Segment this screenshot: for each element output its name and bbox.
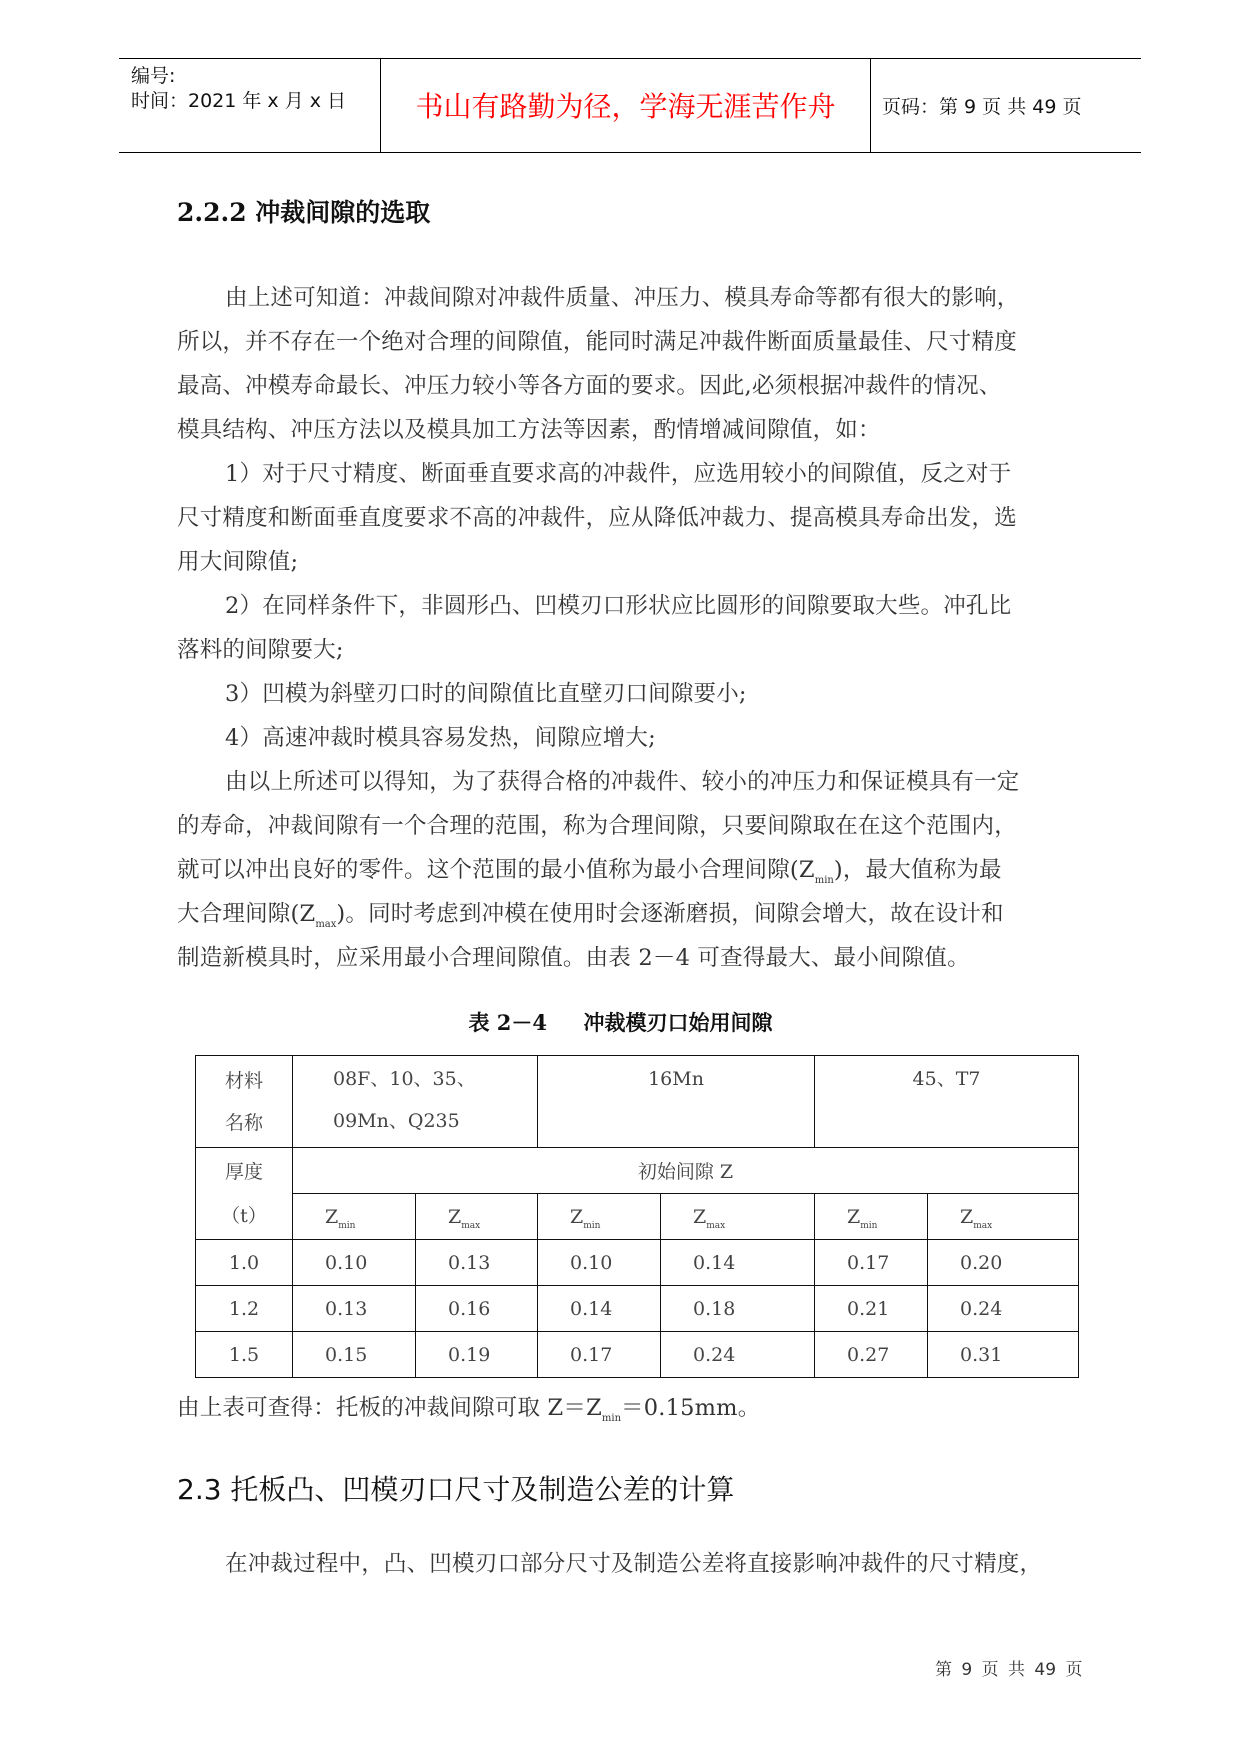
list-item-1: 1）对于尺寸精度、断面垂直要求高的冲裁件，应选用较小的间隙值，反之对于	[225, 461, 1012, 487]
value-cell: 0.17	[538, 1332, 661, 1378]
zmax-header	[661, 1194, 815, 1240]
paragraph-line: 模具结构、冲压方法以及模具加工方法等因素，酌情增减间隙值，如：	[177, 417, 881, 443]
paragraph-line: 由以上所述可以得知，为了获得合格的冲裁件、较小的冲压力和保证模具有一定	[225, 769, 1020, 795]
z-symbol: Z	[570, 1205, 584, 1228]
paragraph-line: 由上述可知道：冲裁间隙对冲裁件质量、冲压力、模具寿命等都有很大的影响，	[225, 285, 1020, 311]
header-motto: 书山有路勤为径，学海无涯苦作舟	[415, 90, 836, 123]
material-cell	[538, 1056, 815, 1148]
paragraph-line: 尺寸精度和断面垂直度要求不高的冲裁件，应从降低冲裁力、提高模具寿命出发，选	[177, 505, 1017, 531]
paragraph-line: 所以，并不存在一个绝对合理的间隙值，能同时满足冲裁件断面质量最佳、尺寸精度	[177, 329, 1017, 355]
value-cell: 0.10	[293, 1240, 416, 1286]
table-conclusion	[177, 1390, 760, 1422]
material-name-line: 16Mn	[648, 1068, 704, 1090]
list-item-4: 4）高速冲裁时模具容易发热，间隙应增大;	[225, 725, 656, 751]
material-label-line: 名称	[224, 1111, 263, 1134]
subscript-min: min	[601, 1413, 622, 1424]
text-fragment: 大合理间隙(Z	[177, 901, 316, 927]
material-label-cell	[196, 1056, 293, 1148]
paragraph-line: 的寿命，冲裁间隙有一个合理的范围，称为合理间隙，只要间隙取在在这个范围内，	[177, 813, 1017, 839]
value-cell: 0.24	[928, 1286, 1079, 1332]
paragraph-line	[177, 896, 1004, 928]
section-heading-2-2-2: 2.2.2 冲裁间隙的选取	[177, 198, 431, 227]
header-motto-cell	[380, 59, 871, 152]
page-header	[119, 58, 1141, 153]
value-cell: 0.14	[538, 1286, 661, 1332]
header-info-cell	[119, 59, 380, 152]
material-name-line: 08F、10、35、	[333, 1068, 476, 1090]
table-row	[196, 1240, 1079, 1286]
document-number-label: 编号:	[131, 65, 176, 87]
text-fragment: ＝0.15mm。	[621, 1395, 761, 1421]
clearance-label-cell: 初始间隙 Z	[293, 1148, 1079, 1194]
material-cell	[293, 1056, 538, 1148]
table-row-zminmax	[196, 1194, 1079, 1240]
value-cell: 0.13	[293, 1286, 416, 1332]
zmax-header	[928, 1194, 1079, 1240]
page-footer: 第 9 页 共 49 页	[935, 1660, 1083, 1680]
subscript-min: min	[814, 875, 834, 886]
z-symbol: Z	[847, 1205, 861, 1228]
list-item-2: 2）在同样条件下，非圆形凸、凹模刃口形状应比圆形的间隙要取大些。冲孔比	[225, 593, 1012, 619]
value-cell: 0.31	[928, 1332, 1079, 1378]
zmin-header	[293, 1194, 416, 1240]
text-fragment: )，最大值称为最	[833, 857, 1002, 883]
document-date-label: 时间：2021 年 x 月 x 日	[131, 90, 347, 112]
value-cell: 0.21	[815, 1286, 928, 1332]
thickness-label-line: 厚度	[224, 1160, 263, 1183]
value-cell: 0.16	[416, 1286, 538, 1332]
z-symbol: Z	[693, 1205, 707, 1228]
value-cell: 0.24	[661, 1332, 815, 1378]
subscript-min: min	[860, 1220, 878, 1231]
material-name-line: 09Mn、Q235	[333, 1110, 460, 1132]
table-caption: 表 2－4 冲裁模刃口始用间隙	[468, 1010, 773, 1035]
material-label-line: 材料	[224, 1069, 263, 1092]
paragraph-line: 最高、冲模寿命最长、冲压力较小等各方面的要求。因此,必须根据冲裁件的情况、	[177, 373, 1002, 399]
list-item-3: 3）凹模为斜壁刃口时的间隙值比直壁刃口间隙要小;	[225, 681, 747, 707]
value-cell: 0.27	[815, 1332, 928, 1378]
clearance-table	[195, 1055, 1079, 1378]
subscript-min: min	[583, 1220, 601, 1231]
table-row	[196, 1286, 1079, 1332]
subscript-min: min	[338, 1220, 356, 1231]
z-symbol: Z	[325, 1205, 339, 1228]
section-heading-2-3: 2.3 托板凸、凹模刃口尺寸及制造公差的计算	[177, 1473, 735, 1506]
text-fragment: 就可以冲出良好的零件。这个范围的最小值称为最小合理间隙(Z	[177, 857, 815, 883]
zmin-header	[538, 1194, 661, 1240]
header-page-number: 页码：第 9 页 共 49 页	[882, 96, 1082, 118]
value-cell: 0.17	[815, 1240, 928, 1286]
z-symbol: Z	[448, 1205, 462, 1228]
zmin-header	[815, 1194, 928, 1240]
paragraph-line: 在冲裁过程中，凸、凹模刃口部分尺寸及制造公差将直接影响冲裁件的尺寸精度，	[225, 1551, 1043, 1577]
header-page-cell	[870, 59, 1141, 152]
value-cell: 0.13	[416, 1240, 538, 1286]
z-symbol: Z	[960, 1205, 974, 1228]
value-cell: 0.18	[661, 1286, 815, 1332]
value-cell: 0.14	[661, 1240, 815, 1286]
text-fragment: 由上表可查得：托板的冲裁间隙可取 Z＝Z	[177, 1395, 602, 1421]
value-cell: 0.15	[293, 1332, 416, 1378]
thickness-label-line: （t）	[221, 1204, 267, 1227]
material-cell	[815, 1056, 1079, 1148]
paragraph-line: 用大间隙值;	[177, 549, 299, 575]
thickness-cell: 1.0	[196, 1240, 293, 1286]
paragraph-line	[177, 852, 1002, 884]
paragraph-line: 制造新模具时，应采用最小合理间隙值。由表 2－4 可查得最大、最小间隙值。	[177, 945, 970, 971]
subscript-max: max	[706, 1220, 726, 1231]
subscript-max: max	[315, 919, 337, 930]
subscript-max: max	[973, 1220, 993, 1231]
zmax-header	[416, 1194, 538, 1240]
thickness-cell: 1.2	[196, 1286, 293, 1332]
value-cell: 0.20	[928, 1240, 1079, 1286]
text-fragment: )。同时考虑到冲模在使用时会逐渐磨损，间隙会增大，故在设计和	[336, 901, 1004, 927]
paragraph-line: 落料的间隙要大;	[177, 637, 344, 663]
thickness-label-cell	[196, 1148, 293, 1240]
value-cell: 0.19	[416, 1332, 538, 1378]
material-name-line: 45、T7	[912, 1068, 981, 1090]
value-cell: 0.10	[538, 1240, 661, 1286]
table-row-materials	[196, 1056, 1079, 1148]
thickness-cell: 1.5	[196, 1332, 293, 1378]
table-row	[196, 1332, 1079, 1378]
subscript-max: max	[461, 1220, 481, 1231]
table-row-clearance-header	[196, 1148, 1079, 1194]
